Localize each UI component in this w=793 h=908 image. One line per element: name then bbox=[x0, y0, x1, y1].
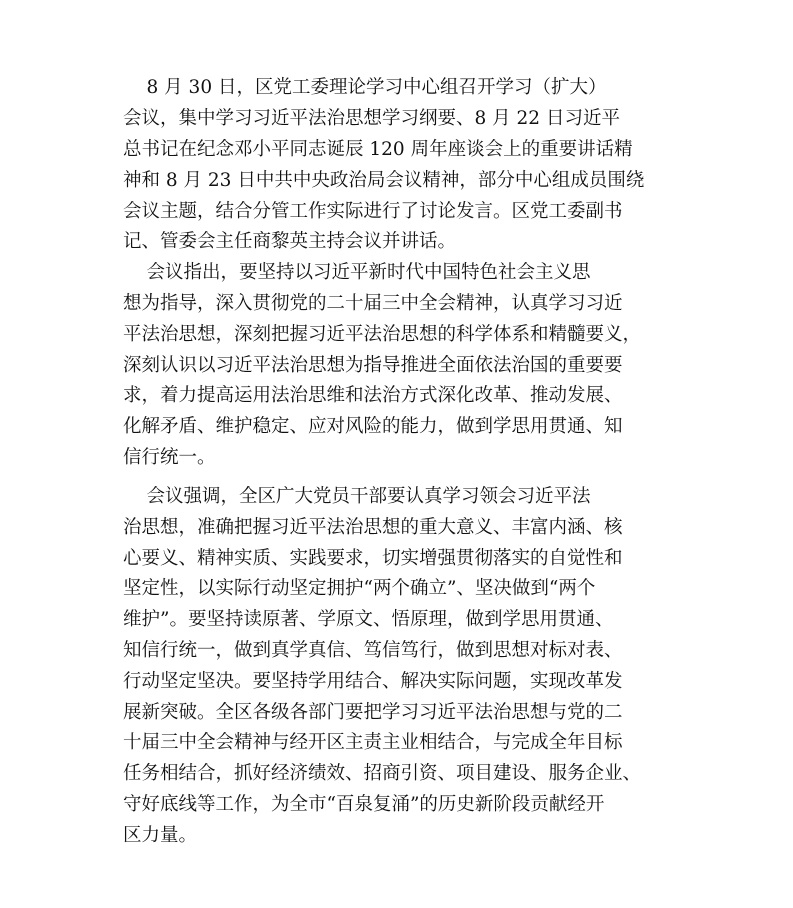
paragraph-2-line-6: 化解矛盾、维护稳定、应对风险的能力，做到学思用贯通、知 bbox=[123, 416, 623, 437]
paragraph-1-line-6: 记、管委会主任商黎英主持会议并讲话。 bbox=[123, 231, 457, 252]
paragraph-1-line-3: 总书记在纪念邓小平同志诞辰 120 周年座谈会上的重要讲话精 bbox=[123, 139, 633, 160]
paragraph-3-line-9: 十届三中全会精神与经开区主责主业相结合，与完成全年目标 bbox=[123, 732, 623, 753]
paragraph-2-line-3: 平法治思想，深刻把握习近平法治思想的科学体系和精髓要义， bbox=[123, 324, 642, 345]
paragraph-1-line-5: 会议主题，结合分管工作实际进行了讨论发言。区党工委副书 bbox=[123, 201, 623, 222]
paragraph-2-line-2: 想为指导，深入贯彻党的二十届三中全会精神，认真学习习近 bbox=[123, 293, 623, 314]
paragraph-1-line-2: 会议，集中学习习近平法治思想学习纲要、8 月 22 日习近平 bbox=[123, 108, 620, 129]
paragraph-3-line-11: 守好底线等工作，为全市“百泉复涌”的历史新阶段贡献经开 bbox=[123, 794, 605, 815]
paragraph-3-line-10: 任务相结合，抓好经济绩效、招商引资、项目建设、服务企业、 bbox=[123, 763, 642, 784]
paragraph-3-line-6: 知信行统一，做到真学真信、笃信笃行，做到思想对标对表、 bbox=[123, 640, 623, 661]
paragraph-2-line-5: 求，着力提高运用法治思维和法治方式深化改革、推动发展、 bbox=[123, 385, 623, 406]
paragraph-3-line-2: 治思想，准确把握习近平法治思想的重大意义、丰富内涵、核 bbox=[123, 517, 623, 538]
paragraph-2-line-7: 信行统一。 bbox=[123, 447, 216, 468]
paragraph-3-line-12: 区力量。 bbox=[123, 825, 198, 846]
paragraph-1-line-1: 8 月 30 日，区党工委理论学习中心组召开学习（扩大） bbox=[123, 77, 607, 98]
paragraph-3-line-8: 展新突破。全区各级各部门要把学习习近平法治思想与党的二 bbox=[123, 702, 623, 723]
paragraph-1-line-4: 神和 8 月 23 日中共中央政治局会议精神，部分中心组成员围绕 bbox=[123, 170, 645, 191]
paragraph-3-line-3: 心要义、精神实质、实践要求，切实增强贯彻落实的自觉性和 bbox=[123, 548, 623, 569]
paragraph-3-line-7: 行动坚定坚决。要坚持学用结合、解决实际问题，实现改革发 bbox=[123, 671, 623, 692]
paragraph-2-line-4: 深刻认识以习近平法治思想为指导推进全面依法治国的重要要 bbox=[123, 355, 623, 376]
paragraph-3-line-4: 坚定性，以实际行动坚定拥护“两个确立”、坚决做到“两个 bbox=[123, 578, 596, 599]
paragraph-3-line-1: 会议强调，全区广大党员干部要认真学习领会习近平法 bbox=[123, 486, 591, 507]
paragraph-2-line-1: 会议指出，要坚持以习近平新时代中国特色社会主义思 bbox=[123, 262, 591, 283]
paragraph-3-line-5: 维护”。要坚持读原著、学原文、悟原理，做到学思用贯通、 bbox=[123, 609, 614, 630]
